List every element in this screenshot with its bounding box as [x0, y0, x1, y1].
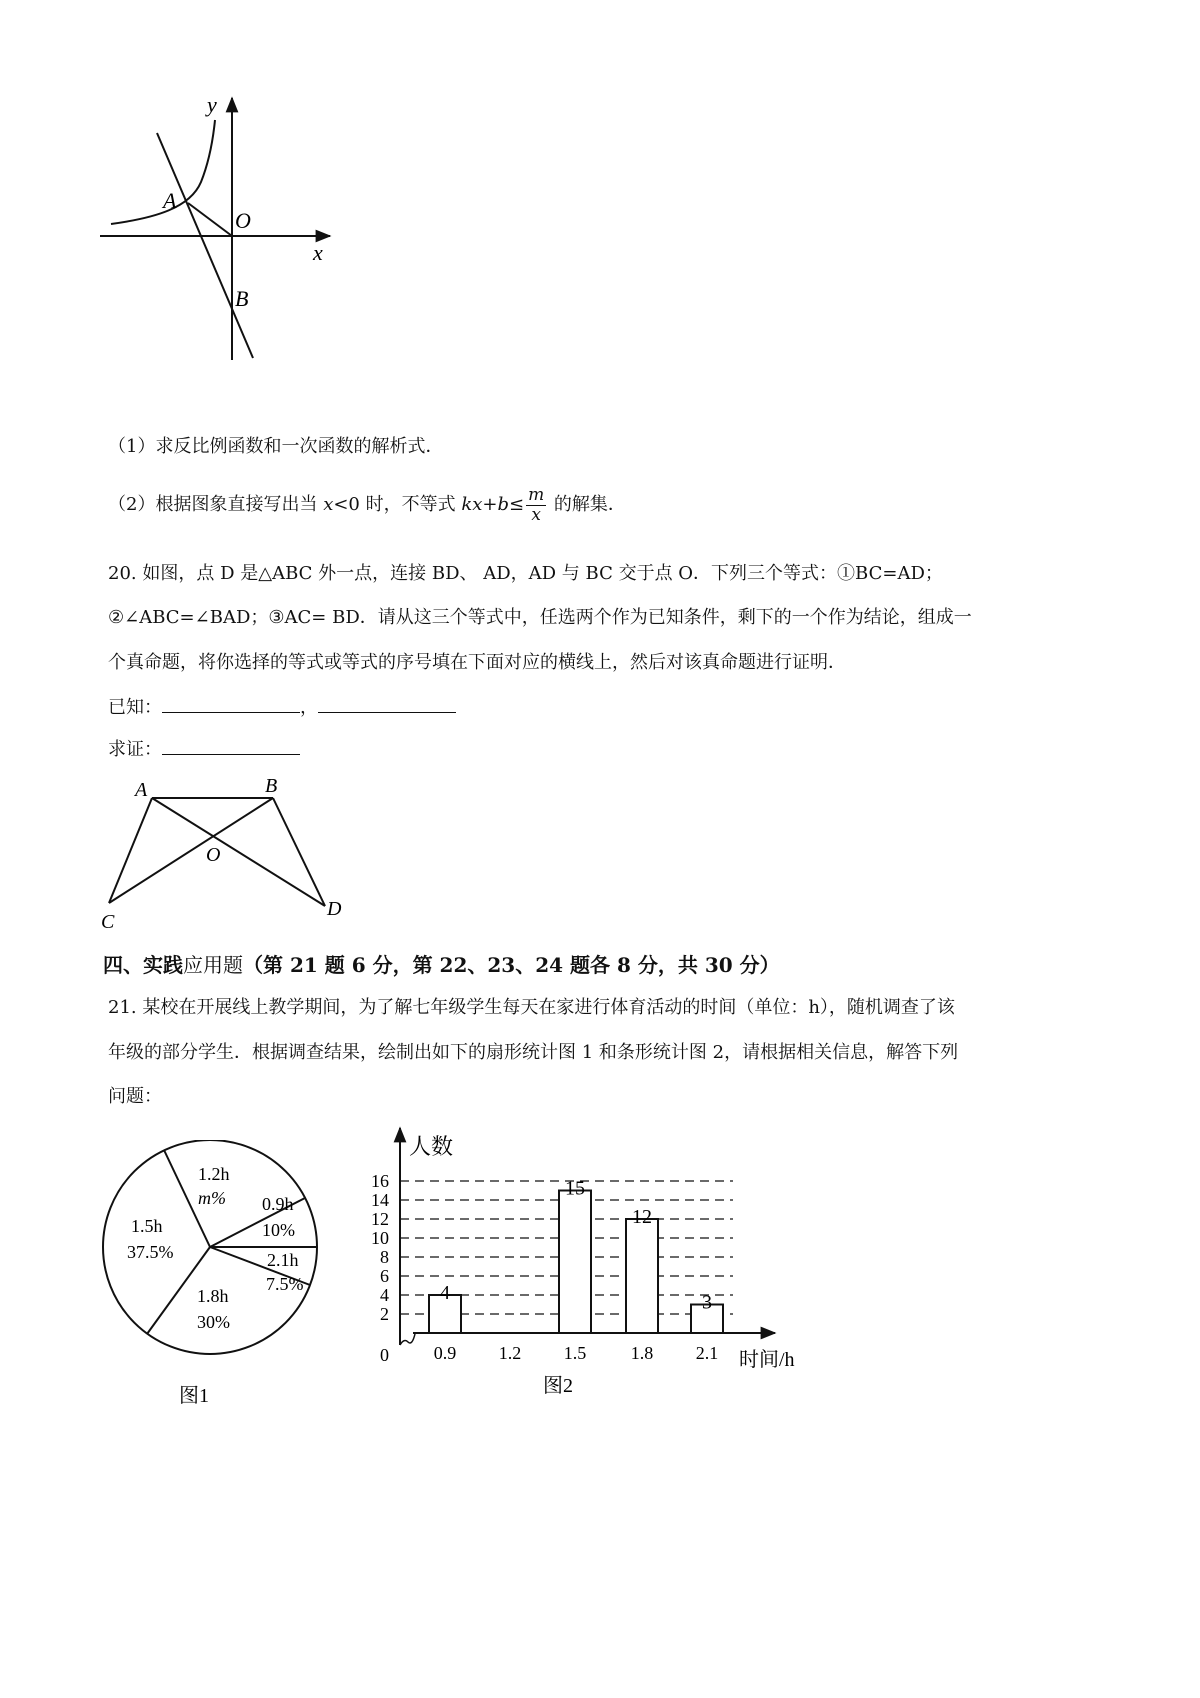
- bar-chart-title: 图2: [543, 1375, 573, 1397]
- q21-line3: 问题：: [108, 1086, 162, 1107]
- section4-title-bold: 四、实践: [103, 953, 183, 977]
- y-tick-label: 14: [371, 1190, 389, 1210]
- bar: [559, 1191, 591, 1334]
- label-d: D: [327, 898, 342, 920]
- x-tick-label: 0.9: [433, 1343, 457, 1363]
- slice-value-2-1h: 7.5%: [266, 1274, 304, 1294]
- known-label: 已知：: [108, 697, 162, 718]
- known-separator: ，: [300, 697, 318, 718]
- q19-part1: （1）求反比例函数和一次函数的解析式．: [108, 436, 444, 457]
- slice-label-1-5h: 1.5h: [131, 1216, 163, 1236]
- y-tick-label: 4: [380, 1285, 389, 1305]
- q19-part2-var: x: [323, 494, 334, 516]
- pie-chart: [95, 1140, 335, 1410]
- x-tick-label: 1.8: [630, 1343, 654, 1363]
- label-b: B: [235, 286, 249, 311]
- prove-label: 求证：: [108, 739, 162, 760]
- slice-label-2-1h: 2.1h: [267, 1250, 299, 1270]
- y-tick-label: 8: [380, 1247, 389, 1267]
- known-blank-1[interactable]: [162, 696, 300, 713]
- label-b: B: [265, 775, 278, 797]
- bar-value-label: 3: [702, 1291, 712, 1314]
- q21-line1: 21. 某校在开展线上教学期间，为了解七年级学生每天在家进行体育活动的时间（单位：h），随机调查了该: [108, 997, 955, 1018]
- q20-line1: 20. 如图，点 D 是△ABC 外一点，连接 BD、 AD，AD 与 BC 交于点 O．下列三个等式：①BC=AD；: [108, 563, 943, 584]
- linear-function-line: [157, 133, 253, 358]
- segment-bc: [109, 798, 273, 903]
- y-tick-label: 10: [371, 1228, 389, 1248]
- fig20-quadrilateral: [95, 768, 365, 938]
- section4-title-normal: 应用题: [183, 953, 243, 977]
- bar-value-label: 12: [632, 1206, 652, 1228]
- label-y: y: [207, 92, 217, 117]
- bar: [626, 1219, 658, 1333]
- y-tick-label: 2: [380, 1304, 389, 1324]
- bar-chart: [355, 1120, 815, 1410]
- label-x: x: [313, 240, 323, 265]
- fraction-denominator: x: [531, 504, 541, 525]
- bar-value-label: 15: [565, 1177, 585, 1200]
- pie-chart-title: 图1: [179, 1385, 209, 1407]
- x-tick-label: 2.1: [695, 1343, 719, 1363]
- y-axis-title: 人数: [409, 1134, 454, 1159]
- bar-value-label: 4: [440, 1282, 450, 1304]
- y-tick-label: 12: [371, 1209, 389, 1229]
- q20-line2: ②∠ABC=∠BAD；③AC= BD．请从这三个等式中，任选两个作为已知条件，剩下的一个作为结论，组成一: [108, 607, 972, 628]
- q19-part2-mid: <0 时，不等式: [333, 494, 462, 516]
- q20-prove-line: [108, 738, 300, 761]
- axis-break-mark: [400, 1334, 415, 1345]
- q20-known-line: [108, 696, 456, 719]
- slice-label-1-2h: 1.2h: [198, 1164, 230, 1184]
- fraction-m-over-x: [526, 486, 546, 524]
- slice-value-1-5h: 37.5%: [127, 1242, 174, 1262]
- q19-part2: [108, 486, 626, 524]
- x-axis-title: 时间/h: [739, 1349, 795, 1371]
- label-o: O: [206, 844, 221, 866]
- slice-label-1-8h: 1.8h: [197, 1286, 229, 1306]
- x-tick-label: 1.5: [563, 1343, 587, 1363]
- y-tick-label: 16: [371, 1171, 389, 1191]
- fraction-numerator: m: [528, 485, 545, 505]
- section4-heading: [103, 953, 780, 977]
- label-c: C: [101, 911, 115, 933]
- q19-part2-pre: （2）根据图象直接写出当: [108, 494, 324, 516]
- label-o: O: [235, 208, 251, 233]
- slice-label-0-9h: 0.9h: [262, 1194, 294, 1214]
- known-blank-2[interactable]: [318, 696, 456, 713]
- slice-value-0-9h: 10%: [262, 1220, 295, 1240]
- q20-line3: 个真命题，将你选择的等式或等式的序号填在下面对应的横线上，然后对该真命题进行证明．: [108, 652, 846, 673]
- q19-part2-ineq: kx+b≤: [461, 494, 525, 516]
- label-a: A: [135, 779, 148, 801]
- q19-part2-post: 的解集．: [548, 494, 626, 516]
- slice-value-1-8h: 30%: [197, 1312, 230, 1332]
- x-tick-label: 1.2: [498, 1343, 522, 1363]
- y-tick-label: 0: [380, 1345, 389, 1365]
- segment-ac: [109, 798, 152, 903]
- label-a: A: [163, 188, 177, 213]
- y-tick-label: 6: [380, 1266, 389, 1286]
- q21-line2: 年级的部分学生．根据调查结果，绘制出如下的扇形统计图 1 和条形统计图 2，请根据相关信息，解答下列: [108, 1042, 959, 1063]
- slice-value-1-2h: m%: [198, 1188, 226, 1208]
- prove-blank[interactable]: [162, 738, 300, 755]
- section4-title-rest: （第 21 题 6 分，第 22、23、24 题各 8 分，共 30 分）: [243, 953, 780, 977]
- fig19-coordinate-plane: [95, 90, 355, 370]
